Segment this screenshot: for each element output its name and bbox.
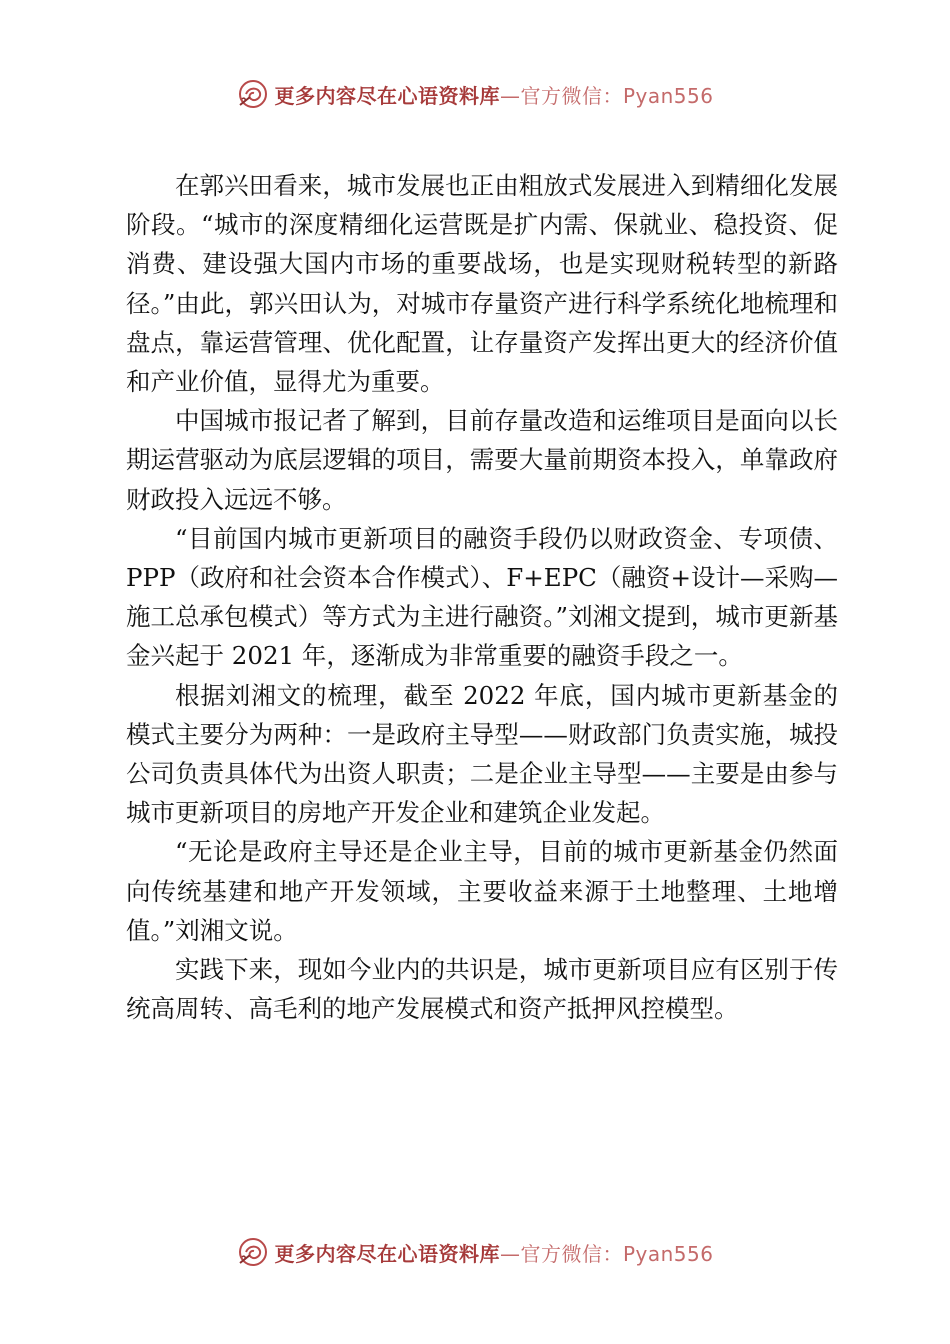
article-body	[126, 166, 838, 1028]
paragraph-1: 在郭兴田看来，城市发展也正由粗放式发展进入到精细化发展阶段。“城市的深度精细化运营既是扩内需、保就业、稳投资、促消费、建设强大国内市场的重要战场，也是实现财税转型的新路径。”由此，郭兴田认为，对城市存量资产进行科学系统化地梳理和盘点，靠运营管理、优化配置，让存量资产发挥出更大的经济价值和产业价值，显得尤为重要。	[126, 171, 838, 397]
footer-contact-text: —官方微信：Pyan556	[499, 1241, 714, 1266]
paragraph-4: 根据刘湘文的梳理，截至 2022 年底，国内城市更新基金的模式主要分为两种：一是政府主导型——财政部门负责实施，城投公司负责具体代为出资人职责；二是企业主导型——主要是由参与城市更新项目的房地产开发企业和建筑企业发起。	[126, 680, 838, 828]
paragraph-5: “无论是政府主导还是企业主导，目前的城市更新基金仍然面向传统基建和地产开发领域，主要收益来源于土地整理、土地增值。”刘湘文说。	[126, 837, 838, 945]
footer-banner-text: 更多内容尽在心语资料库	[274, 1241, 500, 1266]
footer-banner	[0, 1232, 950, 1272]
paragraph-2: 中国城市报记者了解到，目前存量改造和运维项目是面向以长期运营驱动为底层逻辑的项目，需要大量前期资本投入，单靠政府财政投入远远不够。	[126, 406, 838, 514]
paragraph-3: “目前国内城市更新项目的融资手段仍以财政资金、专项债、PPP（政府和社会资本合作模式）、F+EPC（融资+设计—采购—施工总承包模式）等方式为主进行融资。”刘湘文提到，城市更新基金兴起于 2021 年，逐渐成为非常重要的融资手段之一。	[126, 523, 838, 671]
header-banner-text: 更多内容尽在心语资料库	[274, 83, 500, 108]
rose-logo-icon	[236, 1235, 270, 1269]
header-banner	[0, 74, 950, 114]
paragraph-6: 实践下来，现如今业内的共识是，城市更新项目应有区别于传统高周转、高毛利的地产发展模式和资产抵押风控模型。	[126, 955, 838, 1024]
header-contact-text: —官方微信：Pyan556	[499, 83, 714, 108]
rose-logo-icon	[236, 77, 270, 111]
